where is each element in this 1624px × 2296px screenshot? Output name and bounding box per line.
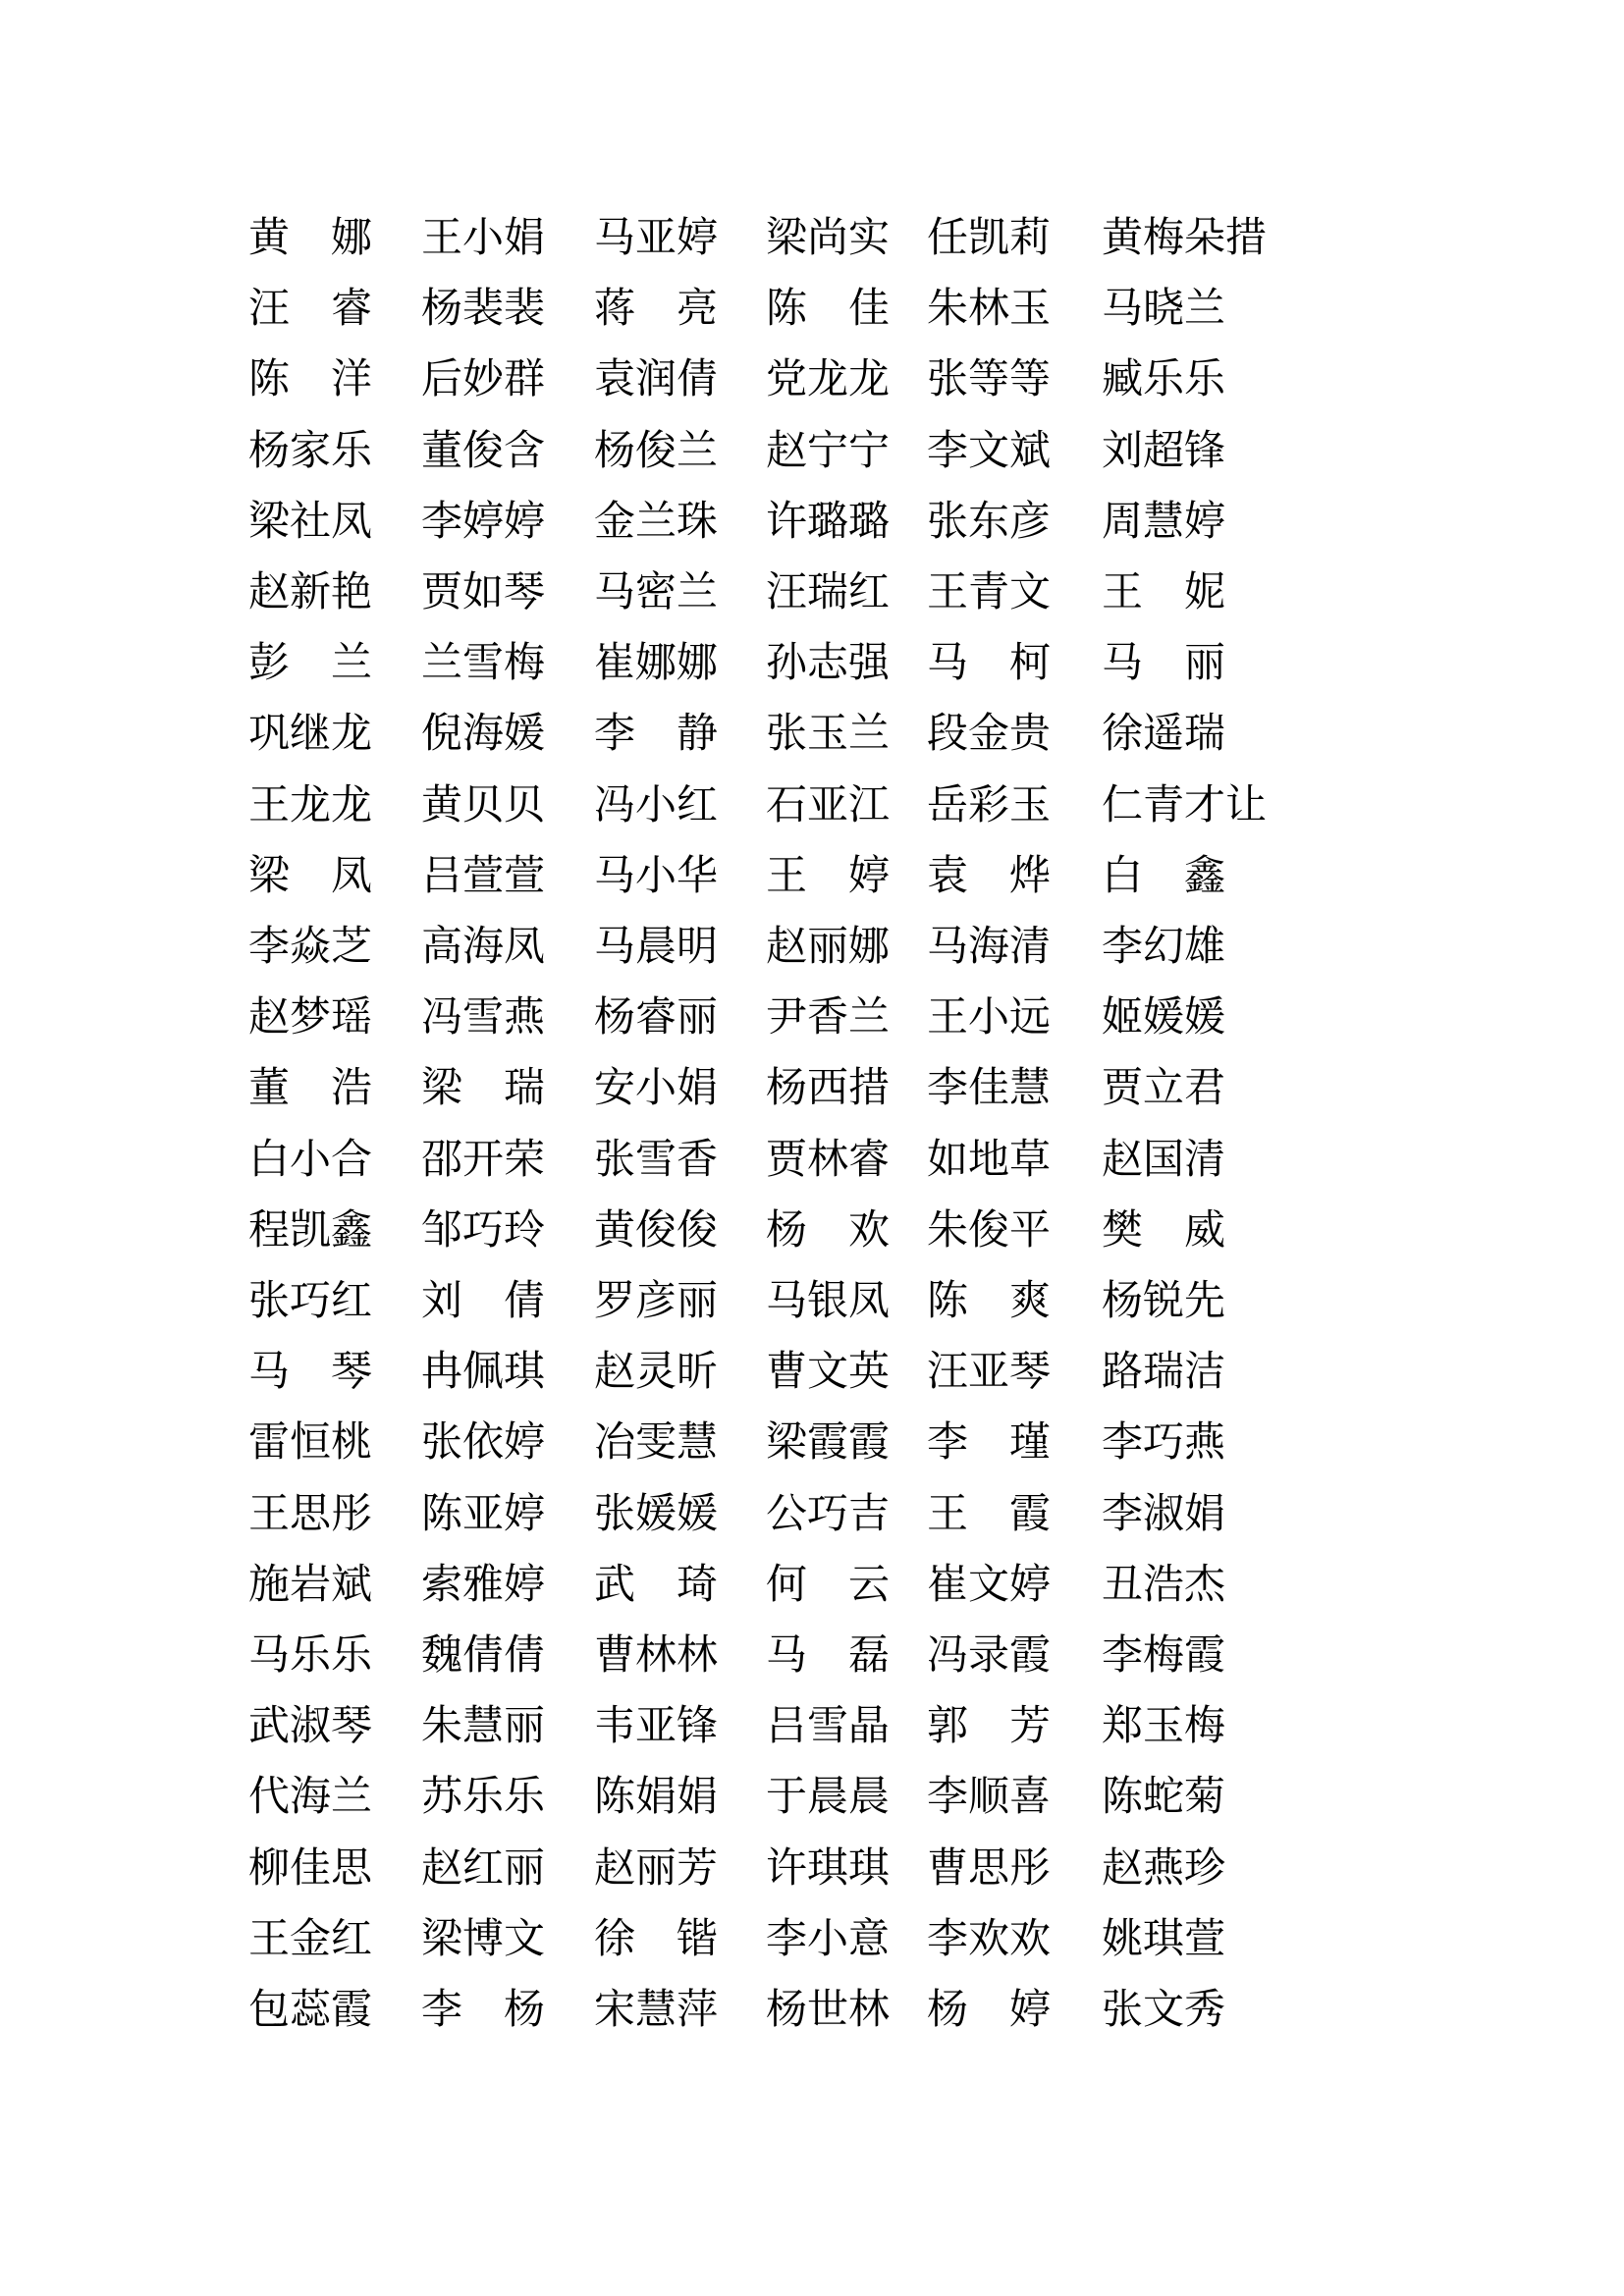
person-name: 李淑娟 — [1102, 1492, 1226, 1537]
person-name: 周慧婷 — [1102, 500, 1226, 545]
person-name: 倪海媛 — [421, 712, 546, 757]
person-name: 崔娜娜 — [594, 641, 719, 686]
person-name: 韦亚锋 — [594, 1704, 719, 1749]
person-name: 高海凤 — [421, 925, 546, 970]
person-name: 赵燕珍 — [1102, 1846, 1226, 1892]
person-name: 姬媛媛 — [1102, 995, 1226, 1041]
person-name: 臧乐乐 — [1102, 357, 1226, 402]
person-name: 冉佩琪 — [421, 1350, 546, 1395]
person-name: 贾林睿 — [766, 1138, 891, 1183]
person-name: 李佳慧 — [927, 1066, 1052, 1111]
person-name: 代海兰 — [248, 1775, 373, 1820]
person-name: 李巧燕 — [1102, 1420, 1226, 1466]
person-name: 彭 兰 — [248, 641, 373, 686]
person-name: 杨俊兰 — [594, 429, 719, 474]
person-name: 李顺喜 — [927, 1775, 1052, 1820]
person-name: 樊 威 — [1102, 1208, 1226, 1254]
person-name: 赵新艳 — [248, 570, 373, 615]
person-name: 曹林林 — [594, 1633, 719, 1679]
person-name: 赵宁宁 — [766, 429, 891, 474]
person-name: 许琪琪 — [766, 1846, 891, 1892]
person-name: 陈蛇菊 — [1102, 1775, 1226, 1820]
person-name: 马 磊 — [766, 1633, 891, 1679]
person-name: 黄梅朵措 — [1102, 216, 1268, 261]
person-name: 董俊含 — [421, 429, 546, 474]
person-name: 梁博文 — [421, 1917, 546, 1962]
person-name: 金兰珠 — [594, 500, 719, 545]
person-name: 马 琴 — [248, 1350, 373, 1395]
person-name: 如地草 — [927, 1138, 1052, 1183]
person-name: 梁 凤 — [248, 854, 373, 899]
person-name: 陈 佳 — [766, 287, 891, 332]
person-name: 包蕊霞 — [248, 1988, 373, 2033]
person-name: 杨世林 — [766, 1988, 891, 2033]
person-name: 陈 洋 — [248, 357, 373, 402]
person-name: 赵丽娜 — [766, 925, 891, 970]
person-name: 武淑琴 — [248, 1704, 373, 1749]
person-name: 李 瑾 — [927, 1420, 1052, 1466]
person-name: 邹巧玲 — [421, 1208, 546, 1254]
person-name: 汪 睿 — [248, 287, 373, 332]
person-name: 冶雯慧 — [594, 1420, 719, 1466]
person-name: 冯小红 — [594, 783, 719, 828]
person-name: 马海清 — [927, 925, 1052, 970]
person-name: 徐遥瑞 — [1102, 712, 1226, 757]
person-name: 柳佳思 — [248, 1846, 373, 1892]
person-name: 安小娟 — [594, 1066, 719, 1111]
person-name: 段金贵 — [927, 712, 1052, 757]
person-name: 马 柯 — [927, 641, 1052, 686]
person-name: 张文秀 — [1102, 1988, 1226, 2033]
person-name: 李焱芝 — [248, 925, 373, 970]
person-name: 马晓兰 — [1102, 287, 1226, 332]
person-name: 李婷婷 — [421, 500, 546, 545]
person-name: 王 霞 — [927, 1492, 1052, 1537]
person-name: 张巧红 — [248, 1279, 373, 1324]
person-name: 程凯鑫 — [248, 1208, 373, 1254]
person-name: 王金红 — [248, 1917, 373, 1962]
person-name: 兰雪梅 — [421, 641, 546, 686]
person-name: 张东彦 — [927, 500, 1052, 545]
person-name: 许璐璐 — [766, 500, 891, 545]
person-name: 冯雪燕 — [421, 995, 546, 1041]
person-name: 蒋 亮 — [594, 287, 719, 332]
person-name: 刘超锋 — [1102, 429, 1226, 474]
person-name: 袁润倩 — [594, 357, 719, 402]
person-name: 张媛媛 — [594, 1492, 719, 1537]
person-name: 杨 欢 — [766, 1208, 891, 1254]
person-name: 汪瑞红 — [766, 570, 891, 615]
person-name: 朱慧丽 — [421, 1704, 546, 1749]
person-name: 赵灵昕 — [594, 1350, 719, 1395]
person-name: 梁 瑞 — [421, 1066, 546, 1111]
person-name: 黄贝贝 — [421, 783, 546, 828]
person-name: 巩继龙 — [248, 712, 373, 757]
person-name: 路瑞洁 — [1102, 1350, 1226, 1395]
person-name: 苏乐乐 — [421, 1775, 546, 1820]
person-name: 赵丽芳 — [594, 1846, 719, 1892]
person-name: 杨睿丽 — [594, 995, 719, 1041]
person-name: 杨裴裴 — [421, 287, 546, 332]
person-name: 丑浩杰 — [1102, 1563, 1226, 1608]
person-name: 朱俊平 — [927, 1208, 1052, 1254]
person-name: 何 云 — [766, 1563, 891, 1608]
person-name: 冯录霞 — [927, 1633, 1052, 1679]
person-name: 马密兰 — [594, 570, 719, 615]
person-name: 宋慧萍 — [594, 1988, 719, 2033]
person-name: 王 婷 — [766, 854, 891, 899]
person-name: 马小华 — [594, 854, 719, 899]
person-name: 赵红丽 — [421, 1846, 546, 1892]
person-name: 石亚江 — [766, 783, 891, 828]
person-name: 姚琪萱 — [1102, 1917, 1226, 1962]
person-name: 罗彦丽 — [594, 1279, 719, 1324]
person-name: 郑玉梅 — [1102, 1704, 1226, 1749]
person-name: 王 妮 — [1102, 570, 1226, 615]
person-name: 董 浩 — [248, 1066, 373, 1111]
person-name: 杨锐先 — [1102, 1279, 1226, 1324]
person-name: 张雪香 — [594, 1138, 719, 1183]
person-name: 李小意 — [766, 1917, 891, 1962]
person-name: 党龙龙 — [766, 357, 891, 402]
person-name: 崔文婷 — [927, 1563, 1052, 1608]
person-name: 张玉兰 — [766, 712, 891, 757]
person-name: 李幻雄 — [1102, 925, 1226, 970]
person-name: 张等等 — [927, 357, 1052, 402]
person-name: 李欢欢 — [927, 1917, 1052, 1962]
person-name: 黄俊俊 — [594, 1208, 719, 1254]
person-name: 雷恒桃 — [248, 1420, 373, 1466]
person-name: 王思彤 — [248, 1492, 373, 1537]
person-name: 武 琦 — [594, 1563, 719, 1608]
person-name: 任凯莉 — [927, 216, 1052, 261]
person-name: 贾如琴 — [421, 570, 546, 615]
person-name: 白 鑫 — [1102, 854, 1226, 899]
person-name: 徐 锴 — [594, 1917, 719, 1962]
person-name: 白小合 — [248, 1138, 373, 1183]
person-name: 马晨明 — [594, 925, 719, 970]
person-name: 张依婷 — [421, 1420, 546, 1466]
person-name: 吕萱萱 — [421, 854, 546, 899]
person-name: 王青文 — [927, 570, 1052, 615]
person-name: 李梅霞 — [1102, 1633, 1226, 1679]
person-name: 公巧吉 — [766, 1492, 891, 1537]
person-name: 马银凤 — [766, 1279, 891, 1324]
person-name: 梁尚实 — [766, 216, 891, 261]
person-name: 孙志强 — [766, 641, 891, 686]
person-name: 李 杨 — [421, 1988, 546, 2033]
person-name: 吕雪晶 — [766, 1704, 891, 1749]
person-name: 马 丽 — [1102, 641, 1226, 686]
person-name: 朱林玉 — [927, 287, 1052, 332]
person-name: 陈亚婷 — [421, 1492, 546, 1537]
person-name: 尹香兰 — [766, 995, 891, 1041]
person-name: 刘 倩 — [421, 1279, 546, 1324]
person-name: 袁 烨 — [927, 854, 1052, 899]
person-name: 索雅婷 — [421, 1563, 546, 1608]
person-name: 赵国清 — [1102, 1138, 1226, 1183]
person-name: 杨 婷 — [927, 1988, 1052, 2033]
person-name: 岳彩玉 — [927, 783, 1052, 828]
person-name: 陈娟娟 — [594, 1775, 719, 1820]
person-name: 梁霞霞 — [766, 1420, 891, 1466]
person-name: 梁社凤 — [248, 500, 373, 545]
person-name: 仁青才让 — [1102, 783, 1268, 828]
person-name: 曹文英 — [766, 1350, 891, 1395]
person-name: 赵梦瑶 — [248, 995, 373, 1041]
person-name: 贾立君 — [1102, 1066, 1226, 1111]
person-name: 马乐乐 — [248, 1633, 373, 1679]
person-name: 王龙龙 — [248, 783, 373, 828]
person-name: 黄 娜 — [248, 216, 373, 261]
person-name: 后妙群 — [421, 357, 546, 402]
person-name: 曹思彤 — [927, 1846, 1052, 1892]
person-name: 王小远 — [927, 995, 1052, 1041]
person-name: 陈 爽 — [927, 1279, 1052, 1324]
person-name: 施岩斌 — [248, 1563, 373, 1608]
person-name: 魏倩倩 — [421, 1633, 546, 1679]
person-name: 邵开荣 — [421, 1138, 546, 1183]
person-name: 郭 芳 — [927, 1704, 1052, 1749]
person-name: 汪亚琴 — [927, 1350, 1052, 1395]
person-name: 杨西措 — [766, 1066, 891, 1111]
person-name: 马亚婷 — [594, 216, 719, 261]
person-name: 于晨晨 — [766, 1775, 891, 1820]
person-name: 杨家乐 — [248, 429, 373, 474]
person-name: 李文斌 — [927, 429, 1052, 474]
person-name: 王小娟 — [421, 216, 546, 261]
person-name: 李 静 — [594, 712, 719, 757]
